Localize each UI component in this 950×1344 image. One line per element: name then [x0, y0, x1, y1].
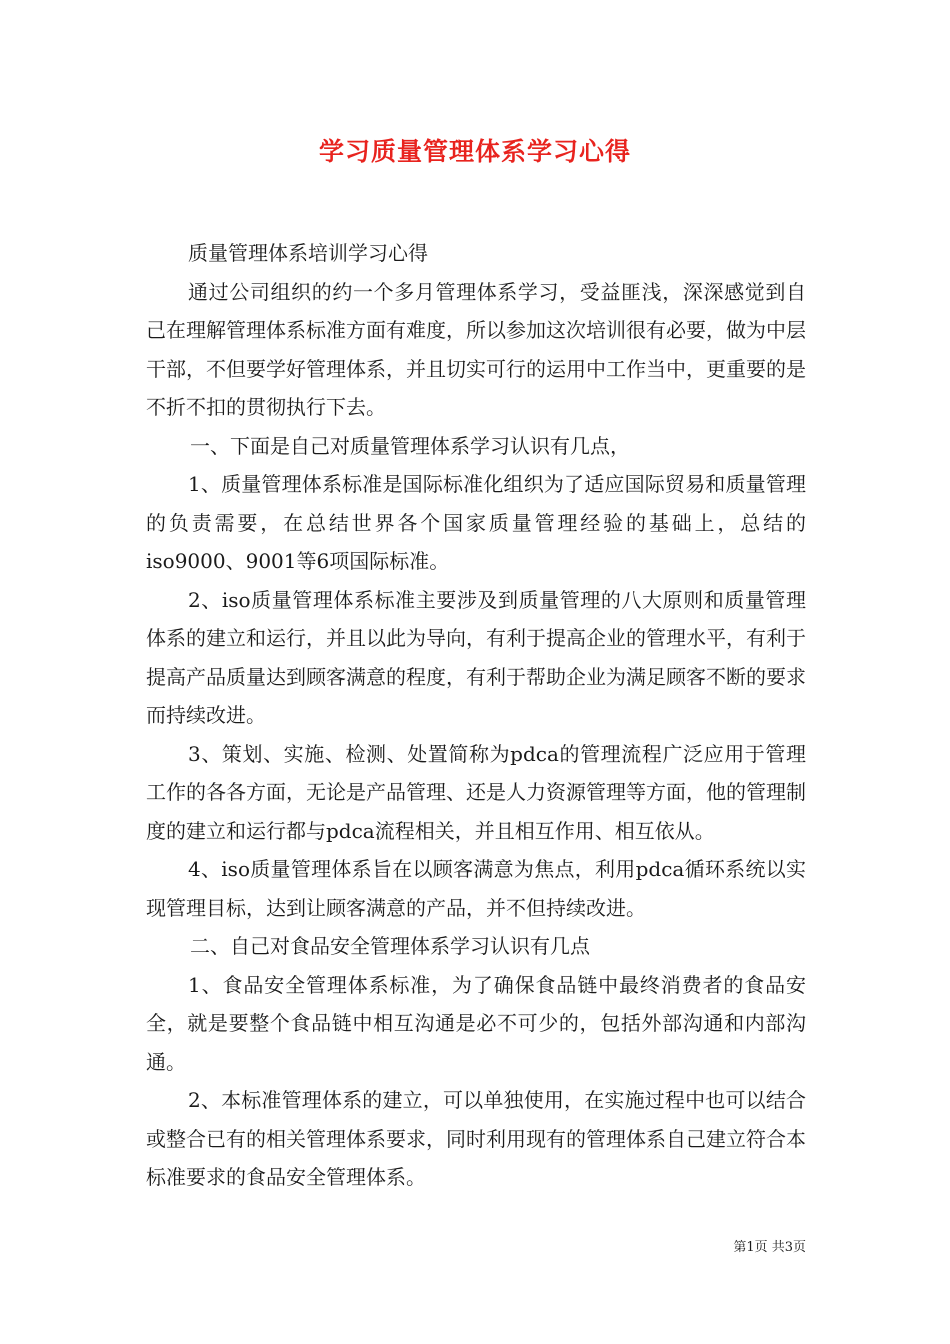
list-item: 2、本标准管理体系的建立，可以单独使用，在实施过程中也可以结合或整合已有的相关管理体系要求，同时利用现有的管理体系自己建立符合本标准要求的食品安全管理体系。: [146, 1088, 806, 1189]
section-heading-1: 一、下面是自己对质量管理体系学习认识有几点，: [190, 433, 630, 458]
list-item: 4、iso质量管理体系旨在以顾客满意为焦点，利用pdca循环系统以实现管理目标，达到让顾客满意的产品，并不但持续改进。: [146, 857, 806, 920]
section-heading-2: 二、自己对食品安全管理体系学习认识有几点: [190, 934, 590, 958]
list-item: 3、策划、实施、检测、处置简称为pdca的管理流程广泛应用于管理工作的各各方面，无论是产品管理、还是人力资源管理等方面，他的管理制度的建立和运行都与pdca流程相关，并且相互作用、相互依从。: [146, 741, 806, 843]
list-item: 1、质量管理体系标准是国际标准化组织为了适应国际贸易和质量管理的负责需要，在总结世界各个国家质量管理经验的基础上，总结的iso9000、9001等6项国际标准。: [146, 472, 806, 573]
document-title: 学习质量管理体系学习心得: [318, 137, 631, 166]
document-body: [146, 234, 806, 1197]
list-item: 1、食品安全管理体系标准，为了确保食品链中最终消费者的食品安全，就是要整个食品链中相互沟通是必不可少的，包括外部沟通和内部沟通。: [146, 972, 806, 1074]
page-number: 第1页 共3页: [733, 1240, 806, 1255]
paragraph-subtitle: 质量管理体系培训学习心得: [188, 241, 428, 265]
list-item: 2、iso质量管理体系标准主要涉及到质量管理的八大原则和质量管理体系的建立和运行，并且以此为导向，有利于提高企业的管理水平，有利于提高产品质量达到顾客满意的程度，有利于帮助企业为满足顾客不断的要求而持续改进。: [146, 587, 806, 727]
paragraph: 通过公司组织的约一个多月管理体系学习，受益匪浅，深深感觉到自己在理解管理体系标准方面有难度，所以参加这次培训很有必要，做为中层干部，不但要学好管理体系，并且切实可行的运用中工作当中，更重要的是不折不扣的贯彻执行下去。: [146, 279, 806, 419]
